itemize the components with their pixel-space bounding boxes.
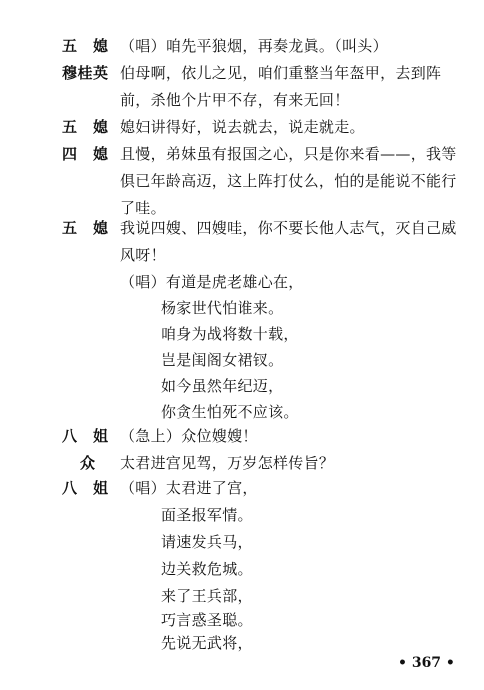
speaker-name: 八 姐 [62, 479, 109, 497]
lyric-line: （唱）有道是虎老雄心在， [120, 273, 304, 291]
lyric-line: 岂是闺阁女裙钗。 [161, 351, 284, 369]
lyric-line: 先说无武将， [161, 634, 253, 652]
speaker-name: 五 媳 [62, 219, 109, 237]
dialogue-line: 我说四嫂、四嫂哇，你不要长他人志气，灭自己威 [120, 219, 457, 237]
speaker-name: 八 姐 [62, 427, 109, 445]
speaker-name: 五 媳 [62, 118, 109, 136]
lyric-line: （唱）太君进了宫， [120, 479, 258, 497]
lyric-line: 来了王兵部， [161, 587, 253, 605]
lyric-line: 边关救危城。 [161, 560, 253, 578]
dialogue-line: 前，杀他个片甲不存，有来无回！ [120, 91, 350, 109]
speaker-name: 五 媳 [62, 37, 109, 55]
dialogue-line: （急上）众位嫂嫂！ [120, 427, 258, 445]
lyric-line: 杨家世代怕谁来。 [161, 299, 284, 317]
lyric-line: 你贪生怕死不应该。 [161, 403, 299, 421]
lyric-line: 如今虽然年纪迈， [161, 377, 284, 395]
speaker-name: 四 媳 [62, 145, 109, 163]
dialogue-line: 媳妇讲得好，说去就去，说走就走。 [120, 118, 365, 136]
speaker-name: 穆桂英 [62, 64, 109, 82]
lyric-line: 咱身为战将数十载， [161, 325, 299, 343]
page-number: • 367 • [398, 655, 455, 671]
dialogue-line: 风呀！ [120, 246, 166, 264]
dialogue-line: 伯母啊，依儿之见，咱们重整当年盔甲，去到阵 [120, 64, 442, 82]
dialogue-line: 太君进宫见驾，万岁怎样传旨？ [120, 454, 335, 472]
dialogue-line: 俱已年龄高迈，这上阵打仗么，怕的是能说不能行 [120, 172, 457, 190]
dialogue-line: （唱）咱先平狼烟，再奏龙眞。（叫头） [120, 37, 388, 55]
dialogue-line: 了哇。 [120, 199, 166, 217]
dialogue-line: 且慢，弟妹虽有报国之心，只是你来看——，我等 [120, 145, 457, 163]
speaker-name: 众 [80, 454, 96, 472]
lyric-line: 巧言惑圣聪。 [161, 611, 253, 629]
lyric-line: 请速发兵马， [161, 533, 253, 551]
lyric-line: 面圣报军情。 [161, 506, 253, 524]
